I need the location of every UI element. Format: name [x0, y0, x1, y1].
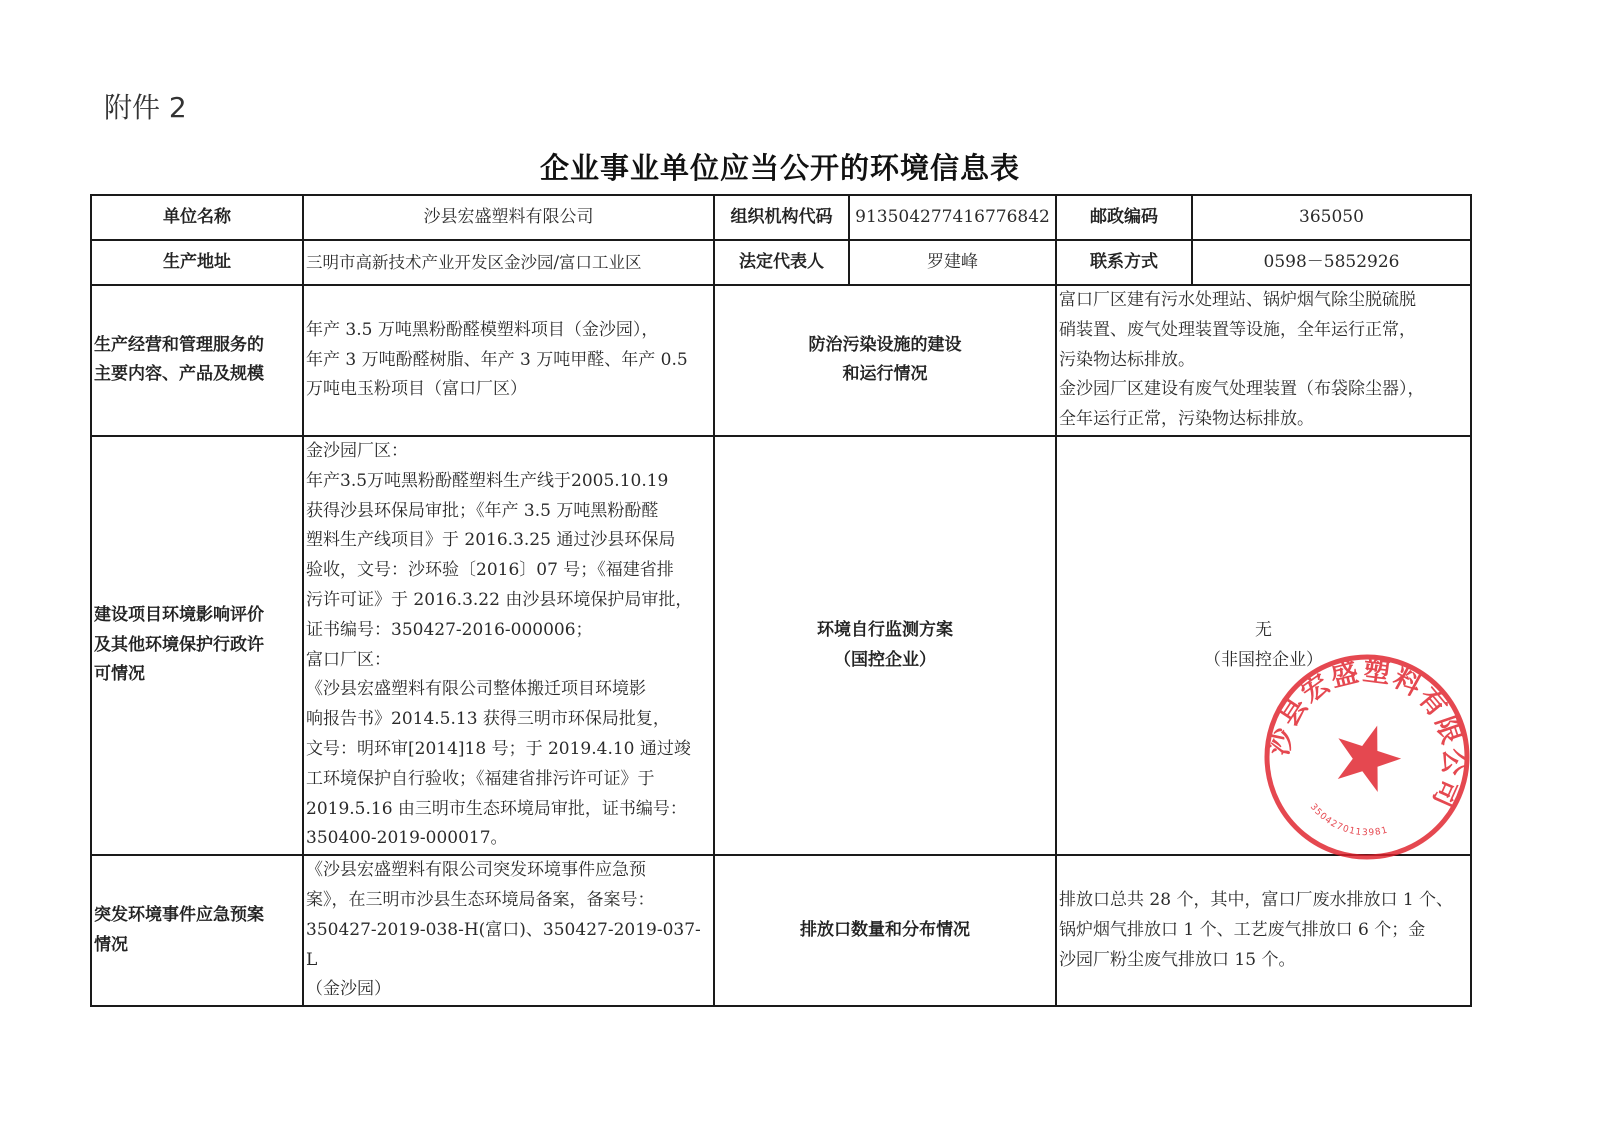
- eia-label: 建设项目环境影响评价 及其他环境保护行政许 可情况: [94, 604, 264, 685]
- outlets-label: 排放口数量和分布情况: [714, 855, 1056, 1006]
- business-value: 年产 3.5 万吨黑粉酚醛模塑料项目（金沙园）， 年产 3 万吨酚醛树脂、年产 3 万吨甲醛、年产 0.5 万吨电玉粉项目（富口厂区）: [306, 319, 688, 400]
- unit-name-label: 单位名称: [91, 195, 303, 240]
- org-code-value: 913504277416776842: [849, 195, 1056, 240]
- address-label: 生产地址: [91, 240, 303, 285]
- facilities-value: 富口厂区建有污水处理站、锅炉烟气除尘脱硫脱 硝装置、废气处理装置等设施，全年运行正常， 污染物达标排放。 金沙园厂区建设有废气处理装置（布袋除尘器）， 全年运行正常，污染物达标排放。: [1059, 290, 1425, 430]
- legal-rep-label: 法定代表人: [714, 240, 849, 285]
- contact-value: 0598－5852926: [1192, 240, 1471, 285]
- table-row: [91, 855, 1471, 1006]
- business-label: 生产经营和管理服务的 主要内容、产品及规模: [94, 334, 264, 385]
- table-row: [91, 285, 1471, 436]
- seal-number: 3504270113981: [1307, 802, 1390, 839]
- outlets-value: 排放口总共 28 个，其中，富口厂废水排放口 1 个、 锅炉烟气排放口 1 个、工艺废气排放口 6 个；金 沙园厂粉尘废气排放口 15 个。: [1059, 889, 1454, 970]
- org-code-label: 组织机构代码: [714, 195, 849, 240]
- emergency-value: 《沙县宏盛塑料有限公司突发环境事件应急预 案》，在三明市沙县生态环境局备案，备案号： 350427-2019-038-H(富口)、350427-2019-037-L （金沙园）: [306, 860, 701, 1000]
- annex-label: 附件 2: [104, 91, 187, 124]
- monitoring-value: 无 （非国控企业）: [1204, 619, 1323, 670]
- environmental-info-table: [90, 194, 1472, 1007]
- unit-name-value: 沙县宏盛塑料有限公司: [303, 195, 714, 240]
- table-row: [91, 240, 1471, 285]
- document-title: 企业事业单位应当公开的环境信息表: [539, 151, 1020, 185]
- table-row: [91, 195, 1471, 240]
- table-row: [91, 436, 1471, 855]
- legal-rep-value: 罗建峰: [849, 240, 1056, 285]
- monitoring-label: 环境自行监测方案 （国控企业）: [817, 619, 953, 670]
- seal-text: 沙县宏盛塑料有限公司: [1263, 655, 1469, 814]
- emergency-label: 突发环境事件应急预案 情况: [94, 904, 264, 955]
- postal-code-label: 邮政编码: [1056, 195, 1192, 240]
- eia-value: 金沙园厂区： 年产3.5万吨黑粉酚醛塑料生产线于2005.10.19 获得沙县环保局审批；《年产 3.5 万吨黑粉酚醛 塑料生产线项目》于 2016.3.25 通过沙县环保局 验收，文号：沙环验〔2016〕07 号；《福建省排 污许可证》于 2016.3.22 由沙县环境保护局审批， 证书编号：350427-2016-000006； 富口厂区： 《沙县宏盛塑料有限公司整体搬迁项目环境影 响报告书》2014.5.13 获得三明市环保局批复， 文号：明环审[2014]18 号；于 2019.4.10 通过竣 工环境保护自行验收；《福建省排污许可证》于 2019.5.16 由三明市生态环境局审批，证书编号： 350400-2019-000017。: [306, 440, 693, 849]
- facilities-label: 防治污染设施的建设 和运行情况: [808, 334, 962, 385]
- address-value: 三明市高新技术产业开发区金沙园/富口工业区: [303, 240, 714, 285]
- contact-label: 联系方式: [1056, 240, 1192, 285]
- postal-code-value: 365050: [1192, 195, 1471, 240]
